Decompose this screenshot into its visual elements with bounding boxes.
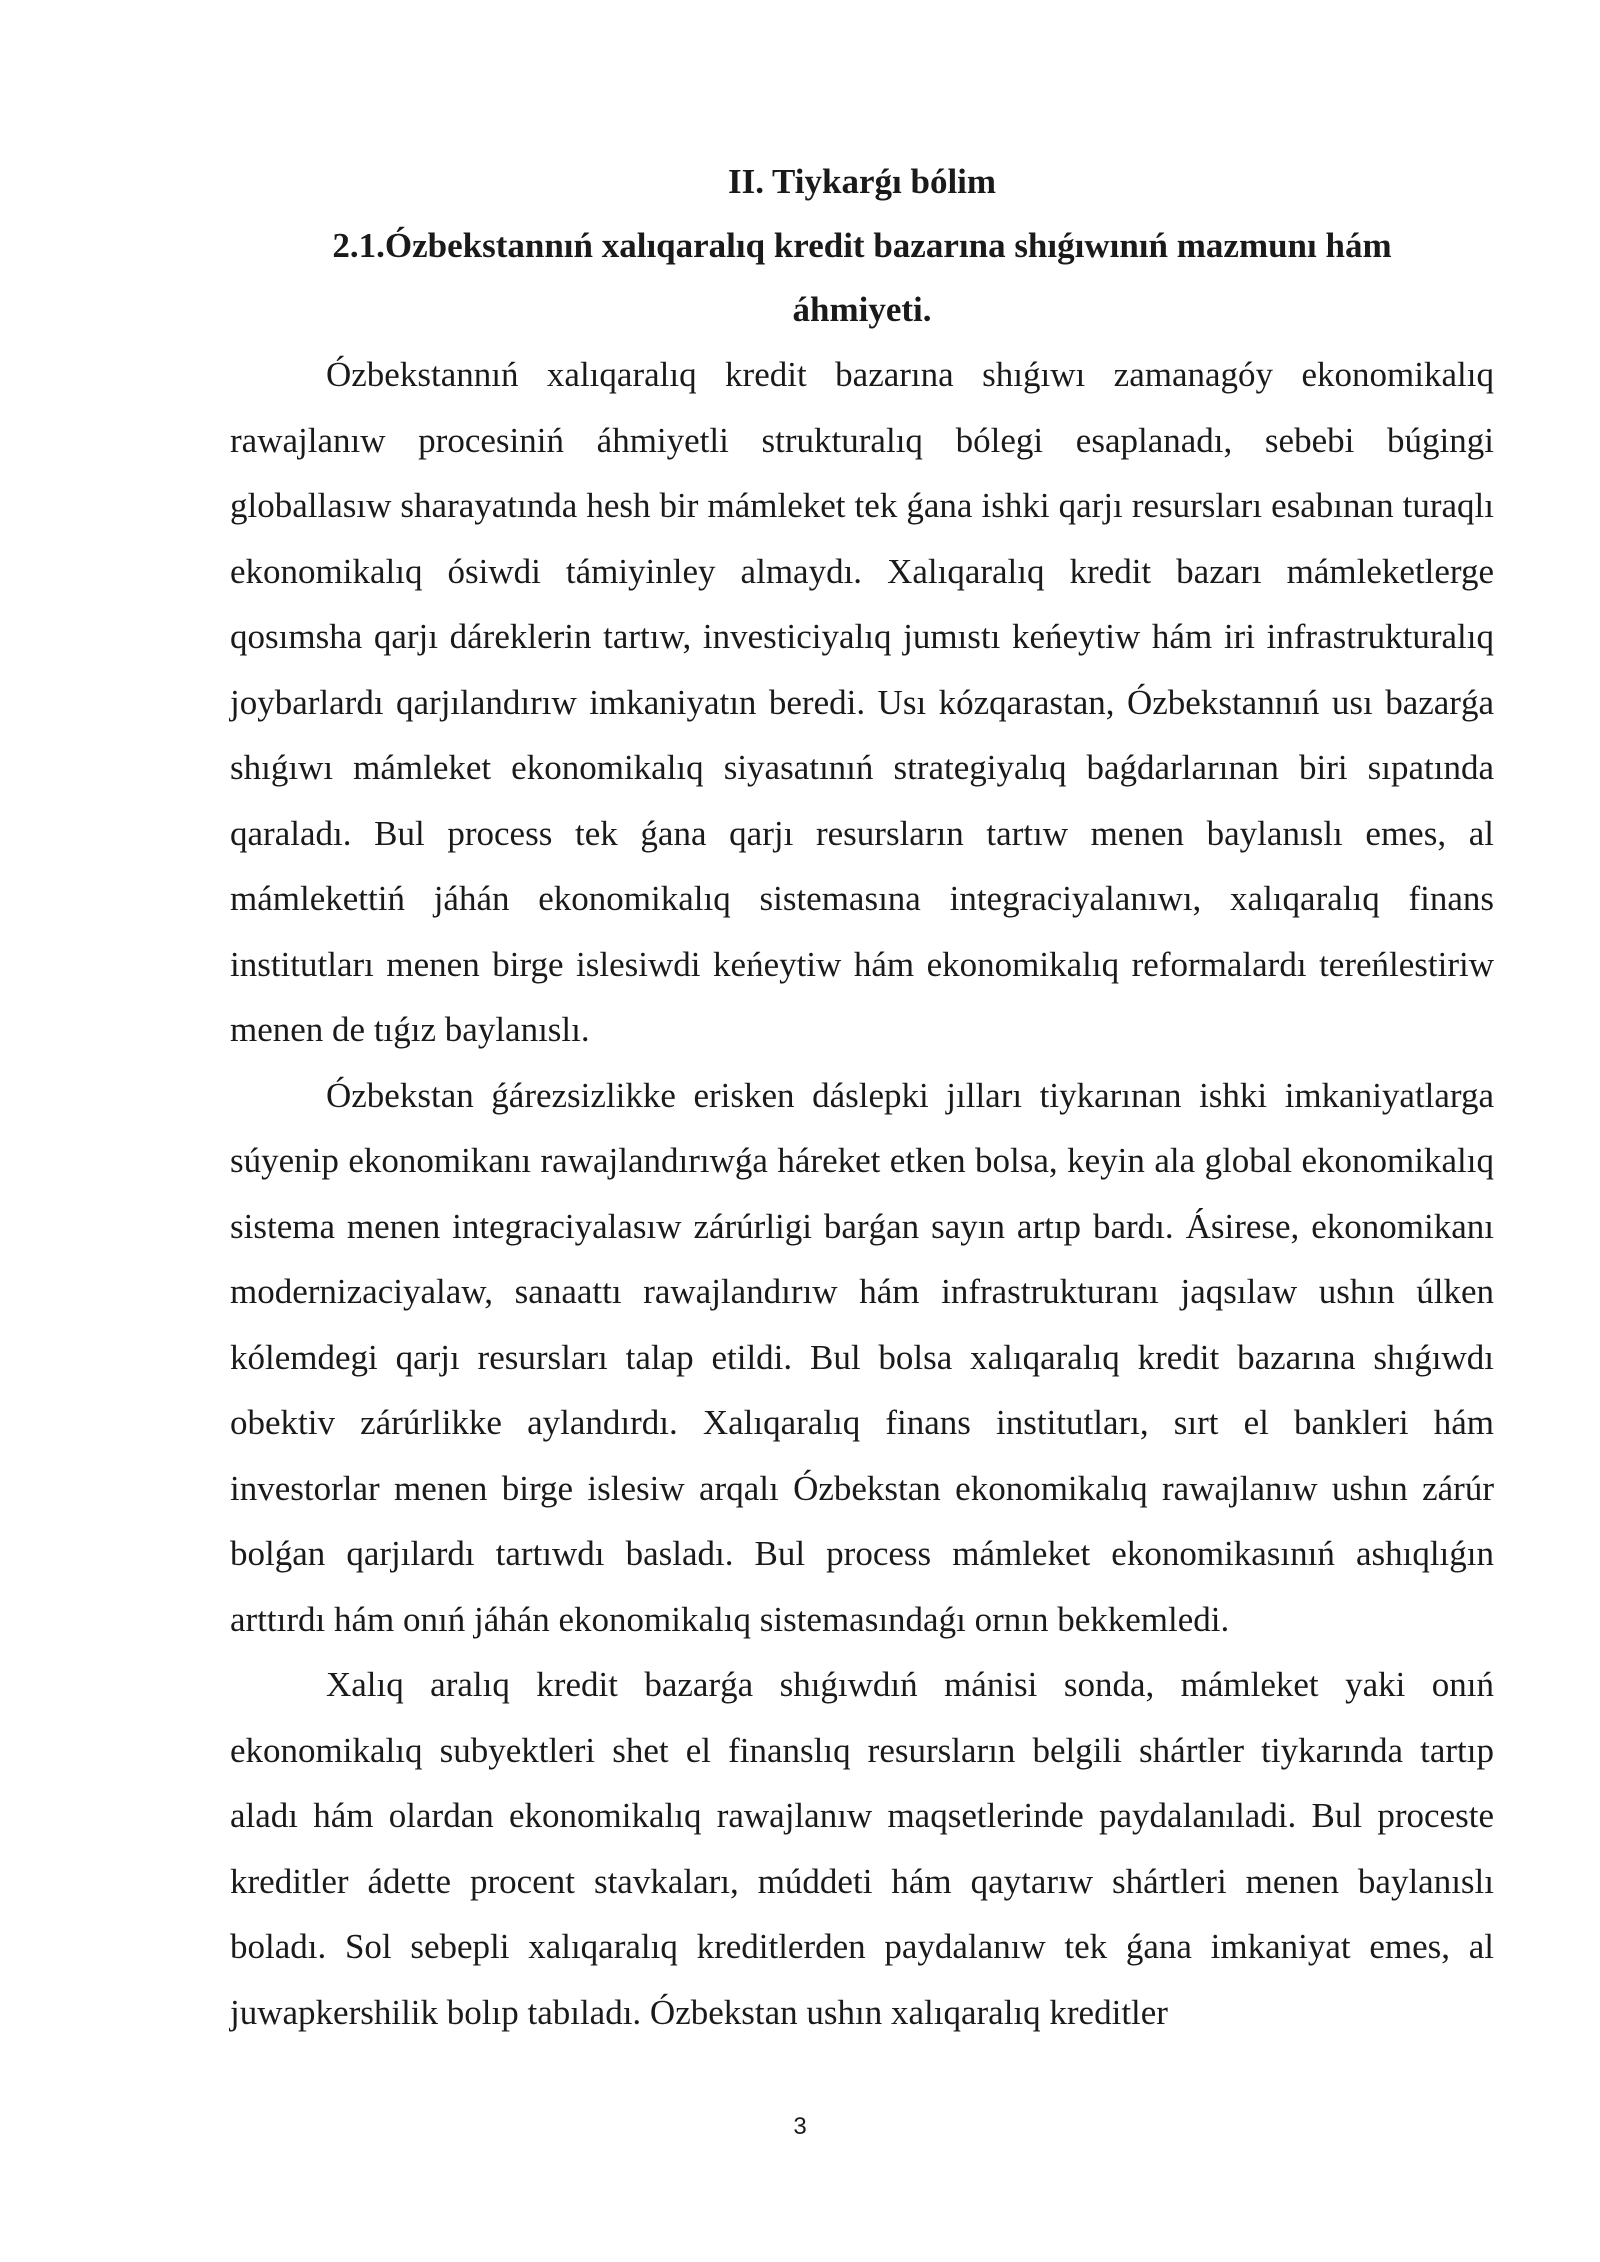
paragraph-2: Ózbekstan ǵárezsizlikke erisken dáslepki jılları tiykarınan ishki imkaniyatlarga súyenip ekonomikanı rawajlandırıwǵa háreket etken bolsa, keyin ala global ekonomikalıq sistema menen integraciyalasıw zárúrligi barǵan sayın artıp bardı. Ásirese, ekonomikanı modernizaciyalaw, sanaattı rawajlandırıw hám infrastrukturanı jaqsılaw ushın úlken kólemdegi qarjı resursları talap etildi. Bul bolsa xalıqaralıq kredit bazarına shıǵıwdı obektiv zárúrlikke aylandırdı. Xalıqaralıq finans institutları, sırt el bankleri hám investorlar menen birge islesiw arqalı Ózbekstan ekonomikalıq rawajlanıw ushın zárúr bolǵan qarjılardı tartıwdı basladı. Bul process mámleket ekonomikasınıń ashıqlıǵın arttırdı hám onıń jáhán ekonomikalıq sistemasındaǵı ornın bekkemledi. — [230, 1075, 1494, 1639]
section-title: 2.1.Ózbekstannıń xalıqaralıq kredit bazarına shıǵıwınıń mazmunı hám áhmiyeti. — [332, 226, 1392, 329]
page-number: 3 — [793, 2113, 807, 2140]
chapter-title: II. Tiykarǵı bólim — [727, 162, 997, 201]
paragraph-3: Xalıq aralıq kredit bazarǵa shıǵıwdıń mánisi sonda, mámleket yaki onıń ekonomikalıq subyektleri shet el finanslıq resursların belgili shártler tiykarında tartıp aladı hám olardan ekonomikalıq rawajlanıw maqsetlerinde paydalanıladi. Bul proceste kreditler ádette procent stavkaları, múddeti hám qaytarıw shártleri menen baylanıslı boladı. Sol sebepli xalıqaralıq kreditlerden paydalanıw tek ǵana imkaniyat emes, al juwapkershilik bolıp tabıladı. Ózbekstan ushın xalıqaralıq kreditler — [230, 1665, 1494, 2032]
paragraph-1: Ózbekstannıń xalıqaralıq kredit bazarına shıǵıwı zamanagóy ekonomikalıq rawajlanıw procesiniń áhmiyetli strukturalıq bólegi esaplanadı, sebebi búgingi globallasıw sharayatında hesh bir mámleket tek ǵana ishki qarjı resursları esabınan turaqlı ekonomikalıq ósiwdi támiyinley almaydı. Xalıqaralıq kredit bazarı mámleketlerge qosımsha qarjı dáreklerin tartıw, investiciyalıq jumıstı keńeytiw hám iri infrastrukturalıq joybarlardı qarjılandırıw imkaniyatın beredi. Usı kózqarastan, Ózbekstannıń usı bazarǵa shıǵıwı mámleket ekonomikalıq siyasatınıń strategiyalıq baǵdarlarınan biri sıpatında qaraladı. Bul process tek ǵana qarjı resursların tartıw menen baylanıslı emes, al mámlekettiń jáhán ekonomikalıq sistemasına integraciyalanıwı, xalıqaralıq finans institutları menen birge islesiwdi keńeytiw hám ekonomikalıq reformalardı tereńlestiriw menen de tıǵız baylanıslı. — [230, 355, 1494, 1049]
page-content — [230, 150, 1494, 2045]
